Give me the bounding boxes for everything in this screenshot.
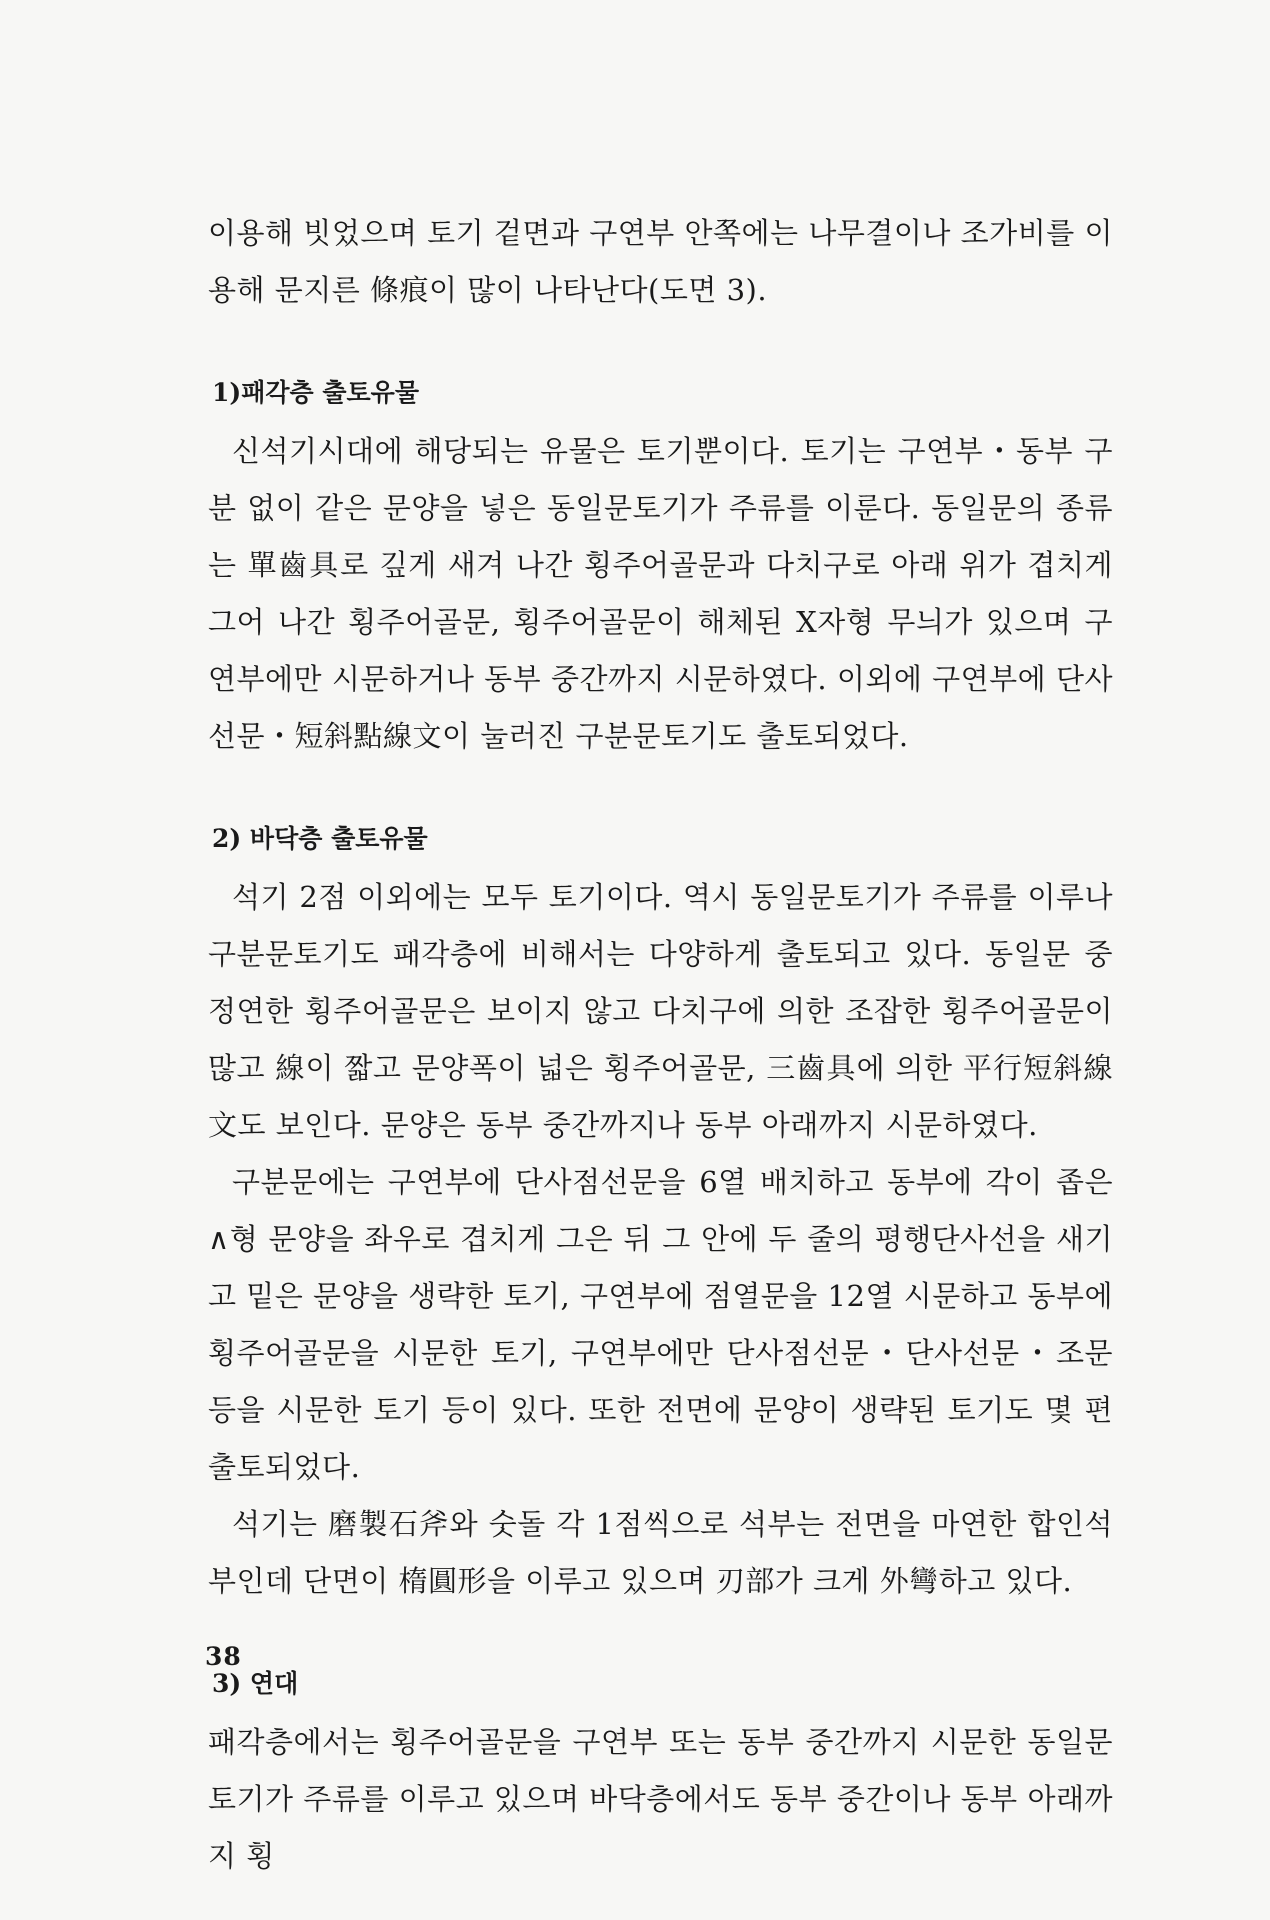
- page-content: [208, 205, 1113, 1885]
- section-2-paragraph-3: 석기는 磨製石斧와 숫돌 각 1점씩으로 석부는 전면을 마연한 합인석부인데 단면이 楕圓形을 이루고 있으며 刃部가 크게 外彎하고 있다.: [208, 1507, 1113, 1598]
- page-number: 38: [205, 1642, 242, 1671]
- section-2-paragraph-2: 구분문에는 구연부에 단사점선문을 6열 배치하고 동부에 각이 좁은 ∧형 문양을 좌우로 겹치게 그은 뒤 그 안에 두 줄의 평행단사선을 새기고 밑은 문양을 생략한 토기, 구연부에 점열문을 12열 시문하고 동부에 횡주어골문을 시문한 토기, 구연부에만 단사점선문・단사선문・조문 등을 시문한 토기 등이 있다. 또한 전면에 문양이 생략된 토기도 몇 편 출토되었다.: [208, 1165, 1113, 1484]
- section-2-heading: 2) 바닥층 출토유물: [212, 824, 428, 853]
- section-3-paragraph: 패각층에서는 횡주어골문을 구연부 또는 동부 중간까지 시문한 동일문토기가 주류를 이루고 있으며 바닥층에서도 동부 중간이나 동부 아래까지 횡: [208, 1725, 1113, 1873]
- intro-paragraph: 이용해 빗었으며 토기 겉면과 구연부 안쪽에는 나무결이나 조가비를 이용해 문지른 條痕이 많이 나타난다(도면 3).: [208, 216, 1113, 307]
- section-3-heading: 3) 연대: [212, 1669, 299, 1698]
- section-1-heading: 1)패각층 출토유물: [212, 378, 419, 407]
- section-1-paragraph: 신석기시대에 해당되는 유물은 토기뿐이다. 토기는 구연부・동부 구분 없이 같은 문양을 넣은 동일문토기가 주류를 이룬다. 동일문의 종류는 單齒具로 깊게 새겨 나간 횡주어골문과 다치구로 아래 위가 겹치게 그어 나간 횡주어골문, 횡주어골문이 해체된 X자형 무늬가 있으며 구연부에만 시문하거나 동부 중간까지 시문하였다. 이외에 구연부에 단사선문・短斜點線文이 눌러진 구분문토기도 출토되었다.: [208, 434, 1113, 753]
- section-2-paragraph-1: 석기 2점 이외에는 모두 토기이다. 역시 동일문토기가 주류를 이루나 구분문토기도 패각층에 비해서는 다양하게 출토되고 있다. 동일문 중 정연한 횡주어골문은 보이지 않고 다치구에 의한 조잡한 횡주어골문이 많고 線이 짧고 문양폭이 넓은 횡주어골문, 三齒具에 의한 平行短斜線文도 보인다. 문양은 동부 중간까지나 동부 아래까지 시문하였다.: [208, 880, 1113, 1142]
